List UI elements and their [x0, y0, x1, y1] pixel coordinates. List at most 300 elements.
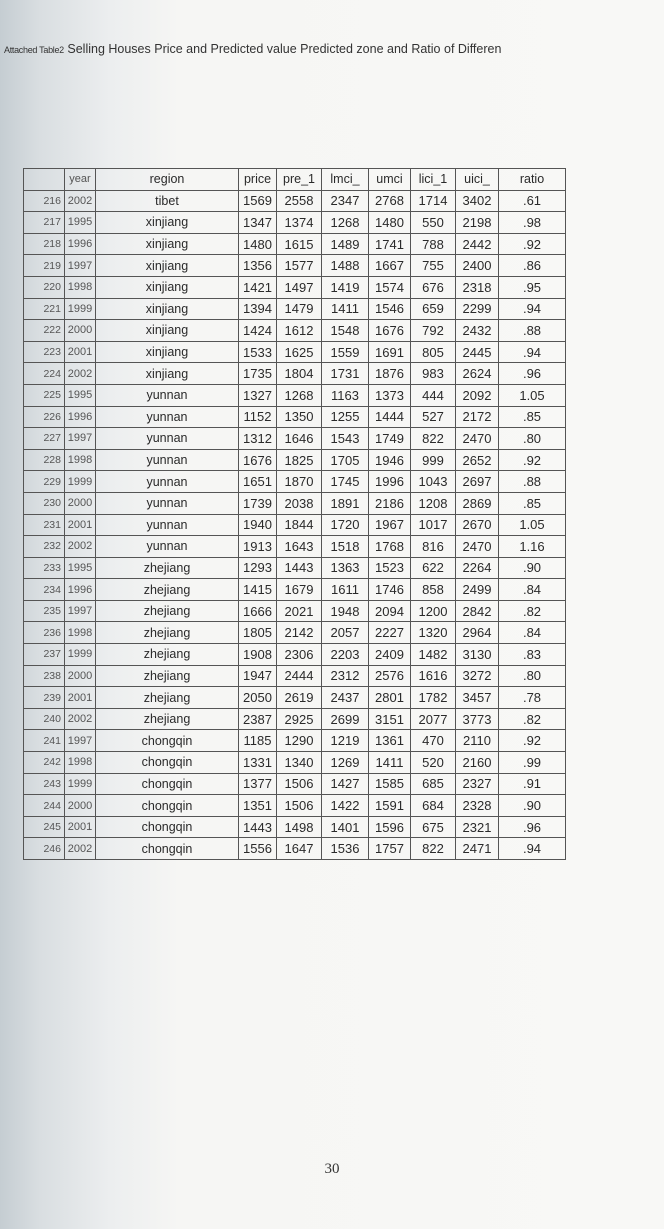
cell-year: 2000: [65, 320, 96, 342]
cell-ratio: .83: [499, 644, 566, 666]
cell-uici: 2198: [456, 212, 499, 234]
cell-region: chongqin: [96, 816, 239, 838]
cell-umci: 3151: [369, 708, 411, 730]
cell-price: 1676: [239, 449, 277, 471]
cell-index: 238: [24, 665, 65, 687]
cell-umci: 2576: [369, 665, 411, 687]
table-row: [24, 579, 566, 601]
cell-year: 1997: [65, 428, 96, 450]
cell-pre-1: 1350: [277, 406, 322, 428]
cell-ratio: .82: [499, 600, 566, 622]
cell-umci: 1591: [369, 795, 411, 817]
cell-lmci: 1255: [322, 406, 369, 428]
cell-uici: 2092: [456, 384, 499, 406]
cell-pre-1: 1679: [277, 579, 322, 601]
data-table: [23, 168, 566, 860]
cell-lici-1: 816: [411, 536, 456, 558]
cell-pre-1: 2619: [277, 687, 322, 709]
cell-region: xinjiang: [96, 255, 239, 277]
cell-price: 1152: [239, 406, 277, 428]
cell-lmci: 1948: [322, 600, 369, 622]
cell-index: 237: [24, 644, 65, 666]
cell-year: 2000: [65, 665, 96, 687]
cell-region: xinjiang: [96, 363, 239, 385]
cell-uici: 2160: [456, 752, 499, 774]
cell-umci: 2409: [369, 644, 411, 666]
cell-umci: 1480: [369, 212, 411, 234]
cell-ratio: .85: [499, 492, 566, 514]
cell-pre-1: 1497: [277, 276, 322, 298]
cell-uici: 2318: [456, 276, 499, 298]
table-row: [24, 320, 566, 342]
cell-lici-1: 520: [411, 752, 456, 774]
cell-umci: 2801: [369, 687, 411, 709]
cell-umci: 1967: [369, 514, 411, 536]
table-row: [24, 298, 566, 320]
cell-ratio: .94: [499, 298, 566, 320]
cell-region: zhejiang: [96, 687, 239, 709]
cell-index: 216: [24, 190, 65, 212]
cell-price: 1651: [239, 471, 277, 493]
cell-pre-1: 1374: [277, 212, 322, 234]
cell-pre-1: 1268: [277, 384, 322, 406]
cell-uici: 2652: [456, 449, 499, 471]
cell-index: 242: [24, 752, 65, 774]
cell-lmci: 2057: [322, 622, 369, 644]
cell-index: 219: [24, 255, 65, 277]
cell-year: 1999: [65, 471, 96, 493]
cell-uici: 3272: [456, 665, 499, 687]
cell-price: 1312: [239, 428, 277, 450]
data-table-container: [23, 168, 566, 860]
cell-year: 2002: [65, 708, 96, 730]
cell-umci: 1757: [369, 838, 411, 860]
table-row: [24, 212, 566, 234]
cell-lici-1: 550: [411, 212, 456, 234]
table-row: [24, 428, 566, 450]
cell-year: 1996: [65, 233, 96, 255]
cell-pre-1: 1506: [277, 773, 322, 795]
cell-pre-1: 2558: [277, 190, 322, 212]
cell-price: 2387: [239, 708, 277, 730]
cell-ratio: .80: [499, 665, 566, 687]
cell-lici-1: 1482: [411, 644, 456, 666]
cell-lmci: 1720: [322, 514, 369, 536]
table-row: [24, 492, 566, 514]
cell-lmci: 1269: [322, 752, 369, 774]
cell-uici: 2442: [456, 233, 499, 255]
cell-price: 1556: [239, 838, 277, 860]
cell-pre-1: 1615: [277, 233, 322, 255]
cell-year: 1996: [65, 406, 96, 428]
cell-lici-1: 1714: [411, 190, 456, 212]
cell-price: 1327: [239, 384, 277, 406]
cell-pre-1: 1290: [277, 730, 322, 752]
cell-uici: 2470: [456, 428, 499, 450]
cell-index: 239: [24, 687, 65, 709]
table-row: [24, 773, 566, 795]
cell-year: 2000: [65, 492, 96, 514]
cell-region: xinjiang: [96, 341, 239, 363]
cell-year: 2001: [65, 687, 96, 709]
cell-pre-1: 1646: [277, 428, 322, 450]
cell-ratio: .85: [499, 406, 566, 428]
table-row: [24, 233, 566, 255]
cell-region: yunnan: [96, 536, 239, 558]
column-header-ratio: ratio: [499, 169, 566, 191]
cell-price: 1351: [239, 795, 277, 817]
column-header-price: price: [239, 169, 277, 191]
cell-price: 1735: [239, 363, 277, 385]
cell-index: 224: [24, 363, 65, 385]
cell-price: 1394: [239, 298, 277, 320]
table-caption: [4, 42, 660, 56]
cell-lici-1: 527: [411, 406, 456, 428]
cell-lmci: 1611: [322, 579, 369, 601]
cell-year: 1996: [65, 579, 96, 601]
cell-index: 228: [24, 449, 65, 471]
cell-uici: 2321: [456, 816, 499, 838]
cell-index: 243: [24, 773, 65, 795]
cell-lmci: 1745: [322, 471, 369, 493]
cell-index: 217: [24, 212, 65, 234]
cell-region: xinjiang: [96, 298, 239, 320]
cell-price: 1666: [239, 600, 277, 622]
cell-pre-1: 1643: [277, 536, 322, 558]
cell-umci: 1746: [369, 579, 411, 601]
cell-lmci: 1363: [322, 557, 369, 579]
cell-umci: 1361: [369, 730, 411, 752]
cell-year: 1997: [65, 255, 96, 277]
cell-ratio: .82: [499, 708, 566, 730]
cell-pre-1: 1498: [277, 816, 322, 838]
cell-lici-1: 805: [411, 341, 456, 363]
cell-pre-1: 1443: [277, 557, 322, 579]
cell-price: 1480: [239, 233, 277, 255]
cell-umci: 1596: [369, 816, 411, 838]
cell-price: 1415: [239, 579, 277, 601]
cell-lmci: 1489: [322, 233, 369, 255]
cell-lmci: 1163: [322, 384, 369, 406]
cell-region: tibet: [96, 190, 239, 212]
cell-pre-1: 1479: [277, 298, 322, 320]
cell-ratio: .92: [499, 730, 566, 752]
cell-lici-1: 755: [411, 255, 456, 277]
cell-year: 1995: [65, 212, 96, 234]
cell-region: zhejiang: [96, 600, 239, 622]
cell-lici-1: 470: [411, 730, 456, 752]
cell-price: 2050: [239, 687, 277, 709]
cell-pre-1: 1340: [277, 752, 322, 774]
cell-umci: 1546: [369, 298, 411, 320]
cell-lici-1: 822: [411, 838, 456, 860]
cell-pre-1: 1625: [277, 341, 322, 363]
cell-ratio: .95: [499, 276, 566, 298]
cell-uici: 2172: [456, 406, 499, 428]
table-row: [24, 600, 566, 622]
cell-ratio: .96: [499, 816, 566, 838]
cell-lici-1: 675: [411, 816, 456, 838]
cell-price: 1331: [239, 752, 277, 774]
cell-index: 241: [24, 730, 65, 752]
table-row: [24, 276, 566, 298]
cell-ratio: 1.05: [499, 384, 566, 406]
cell-year: 1999: [65, 644, 96, 666]
column-header-lmci: lmci_: [322, 169, 369, 191]
cell-lmci: 1705: [322, 449, 369, 471]
cell-ratio: .80: [499, 428, 566, 450]
cell-price: 1421: [239, 276, 277, 298]
cell-ratio: .61: [499, 190, 566, 212]
cell-uici: 2110: [456, 730, 499, 752]
cell-year: 2001: [65, 341, 96, 363]
cell-year: 2002: [65, 838, 96, 860]
table-row: [24, 752, 566, 774]
cell-price: 1424: [239, 320, 277, 342]
cell-uici: 3402: [456, 190, 499, 212]
cell-pre-1: 2021: [277, 600, 322, 622]
cell-lici-1: 444: [411, 384, 456, 406]
cell-region: chongqin: [96, 795, 239, 817]
table-row: [24, 341, 566, 363]
cell-region: zhejiang: [96, 665, 239, 687]
cell-ratio: 1.16: [499, 536, 566, 558]
table-row: [24, 708, 566, 730]
cell-pre-1: 1825: [277, 449, 322, 471]
cell-region: xinjiang: [96, 212, 239, 234]
cell-pre-1: 2444: [277, 665, 322, 687]
cell-lmci: 2203: [322, 644, 369, 666]
table-row: [24, 730, 566, 752]
cell-lici-1: 788: [411, 233, 456, 255]
table-row: [24, 557, 566, 579]
cell-index: 244: [24, 795, 65, 817]
cell-lici-1: 659: [411, 298, 456, 320]
table-row: [24, 795, 566, 817]
cell-lmci: 1891: [322, 492, 369, 514]
cell-year: 2001: [65, 816, 96, 838]
cell-index: 221: [24, 298, 65, 320]
cell-lici-1: 792: [411, 320, 456, 342]
cell-uici: 2869: [456, 492, 499, 514]
cell-lmci: 1219: [322, 730, 369, 752]
cell-umci: 1676: [369, 320, 411, 342]
cell-ratio: .84: [499, 622, 566, 644]
cell-umci: 1523: [369, 557, 411, 579]
cell-year: 1995: [65, 557, 96, 579]
cell-region: zhejiang: [96, 644, 239, 666]
cell-year: 2000: [65, 795, 96, 817]
cell-index: 223: [24, 341, 65, 363]
cell-ratio: .92: [499, 233, 566, 255]
cell-lmci: 1401: [322, 816, 369, 838]
cell-umci: 2768: [369, 190, 411, 212]
cell-index: 226: [24, 406, 65, 428]
cell-lmci: 1427: [322, 773, 369, 795]
cell-index: 232: [24, 536, 65, 558]
table-row: [24, 536, 566, 558]
table-row: [24, 449, 566, 471]
cell-year: 1999: [65, 298, 96, 320]
cell-uici: 2499: [456, 579, 499, 601]
table-row: [24, 687, 566, 709]
cell-region: yunnan: [96, 471, 239, 493]
cell-lici-1: 1616: [411, 665, 456, 687]
cell-lici-1: 1043: [411, 471, 456, 493]
cell-year: 1998: [65, 752, 96, 774]
cell-pre-1: 1647: [277, 838, 322, 860]
table-row: [24, 514, 566, 536]
cell-umci: 2186: [369, 492, 411, 514]
cell-year: 1998: [65, 449, 96, 471]
cell-pre-1: 1804: [277, 363, 322, 385]
cell-lmci: 1559: [322, 341, 369, 363]
table-row: [24, 665, 566, 687]
cell-lici-1: 999: [411, 449, 456, 471]
cell-umci: 1876: [369, 363, 411, 385]
cell-year: 1999: [65, 773, 96, 795]
cell-price: 1805: [239, 622, 277, 644]
table-row: [24, 471, 566, 493]
cell-lmci: 2312: [322, 665, 369, 687]
cell-umci: 1768: [369, 536, 411, 558]
cell-region: chongqin: [96, 838, 239, 860]
cell-lmci: 1536: [322, 838, 369, 860]
cell-lici-1: 2077: [411, 708, 456, 730]
cell-ratio: .88: [499, 320, 566, 342]
cell-lici-1: 685: [411, 773, 456, 795]
cell-region: yunnan: [96, 449, 239, 471]
cell-ratio: .96: [499, 363, 566, 385]
cell-lmci: 2437: [322, 687, 369, 709]
table-row: [24, 838, 566, 860]
cell-region: zhejiang: [96, 622, 239, 644]
cell-lmci: 1268: [322, 212, 369, 234]
cell-index: 240: [24, 708, 65, 730]
cell-pre-1: 1612: [277, 320, 322, 342]
cell-region: yunnan: [96, 514, 239, 536]
cell-region: yunnan: [96, 492, 239, 514]
cell-year: 2002: [65, 363, 96, 385]
cell-ratio: .90: [499, 795, 566, 817]
cell-index: 236: [24, 622, 65, 644]
cell-pre-1: 2142: [277, 622, 322, 644]
cell-index: 231: [24, 514, 65, 536]
cell-index: 245: [24, 816, 65, 838]
cell-umci: 1691: [369, 341, 411, 363]
cell-pre-1: 1844: [277, 514, 322, 536]
cell-pre-1: 1506: [277, 795, 322, 817]
cell-uici: 2400: [456, 255, 499, 277]
cell-lmci: 1411: [322, 298, 369, 320]
cell-region: yunnan: [96, 406, 239, 428]
cell-price: 1293: [239, 557, 277, 579]
cell-uici: 2264: [456, 557, 499, 579]
cell-uici: 2299: [456, 298, 499, 320]
cell-price: 1356: [239, 255, 277, 277]
table-body: [24, 190, 566, 859]
cell-lmci: 1518: [322, 536, 369, 558]
cell-year: 2002: [65, 536, 96, 558]
cell-lici-1: 622: [411, 557, 456, 579]
cell-lici-1: 1320: [411, 622, 456, 644]
cell-year: 1995: [65, 384, 96, 406]
cell-index: 233: [24, 557, 65, 579]
cell-umci: 1411: [369, 752, 411, 774]
column-header-region: region: [96, 169, 239, 191]
cell-ratio: .94: [499, 838, 566, 860]
cell-umci: 1444: [369, 406, 411, 428]
cell-region: chongqin: [96, 730, 239, 752]
table-row: [24, 384, 566, 406]
cell-lmci: 1419: [322, 276, 369, 298]
cell-year: 2001: [65, 514, 96, 536]
column-header-uici: uici_: [456, 169, 499, 191]
table-row: [24, 816, 566, 838]
cell-year: 2002: [65, 190, 96, 212]
table-row: [24, 622, 566, 644]
cell-year: 1998: [65, 622, 96, 644]
cell-ratio: .91: [499, 773, 566, 795]
cell-lmci: 1543: [322, 428, 369, 450]
cell-index: 227: [24, 428, 65, 450]
cell-ratio: .90: [499, 557, 566, 579]
cell-lmci: 2347: [322, 190, 369, 212]
cell-index: 246: [24, 838, 65, 860]
cell-lici-1: 676: [411, 276, 456, 298]
cell-uici: 2470: [456, 536, 499, 558]
cell-lmci: 1548: [322, 320, 369, 342]
cell-index: 229: [24, 471, 65, 493]
cell-ratio: .88: [499, 471, 566, 493]
cell-region: zhejiang: [96, 708, 239, 730]
cell-lici-1: 1208: [411, 492, 456, 514]
page-number: 30: [324, 1161, 340, 1177]
table-row: [24, 190, 566, 212]
cell-ratio: .99: [499, 752, 566, 774]
table-row: [24, 644, 566, 666]
cell-index: 230: [24, 492, 65, 514]
cell-pre-1: 2306: [277, 644, 322, 666]
cell-umci: 1373: [369, 384, 411, 406]
table-row: [24, 363, 566, 385]
cell-index: 235: [24, 600, 65, 622]
cell-ratio: .94: [499, 341, 566, 363]
table-row: [24, 255, 566, 277]
column-header-umci: umci: [369, 169, 411, 191]
cell-uici: 2697: [456, 471, 499, 493]
cell-umci: 1585: [369, 773, 411, 795]
cell-price: 1947: [239, 665, 277, 687]
cell-price: 1377: [239, 773, 277, 795]
cell-year: 1997: [65, 600, 96, 622]
cell-lici-1: 1200: [411, 600, 456, 622]
cell-lici-1: 822: [411, 428, 456, 450]
caption-text: Selling Houses Price and Predicted value Predicted zone and Ratio of Differen: [67, 42, 502, 56]
cell-lmci: 1488: [322, 255, 369, 277]
cell-umci: 1996: [369, 471, 411, 493]
cell-uici: 2670: [456, 514, 499, 536]
cell-pre-1: 2038: [277, 492, 322, 514]
cell-umci: 1667: [369, 255, 411, 277]
cell-lmci: 1422: [322, 795, 369, 817]
cell-region: xinjiang: [96, 233, 239, 255]
cell-index: 222: [24, 320, 65, 342]
cell-ratio: .92: [499, 449, 566, 471]
cell-lici-1: 684: [411, 795, 456, 817]
cell-region: xinjiang: [96, 320, 239, 342]
column-header-year: year: [65, 169, 96, 191]
